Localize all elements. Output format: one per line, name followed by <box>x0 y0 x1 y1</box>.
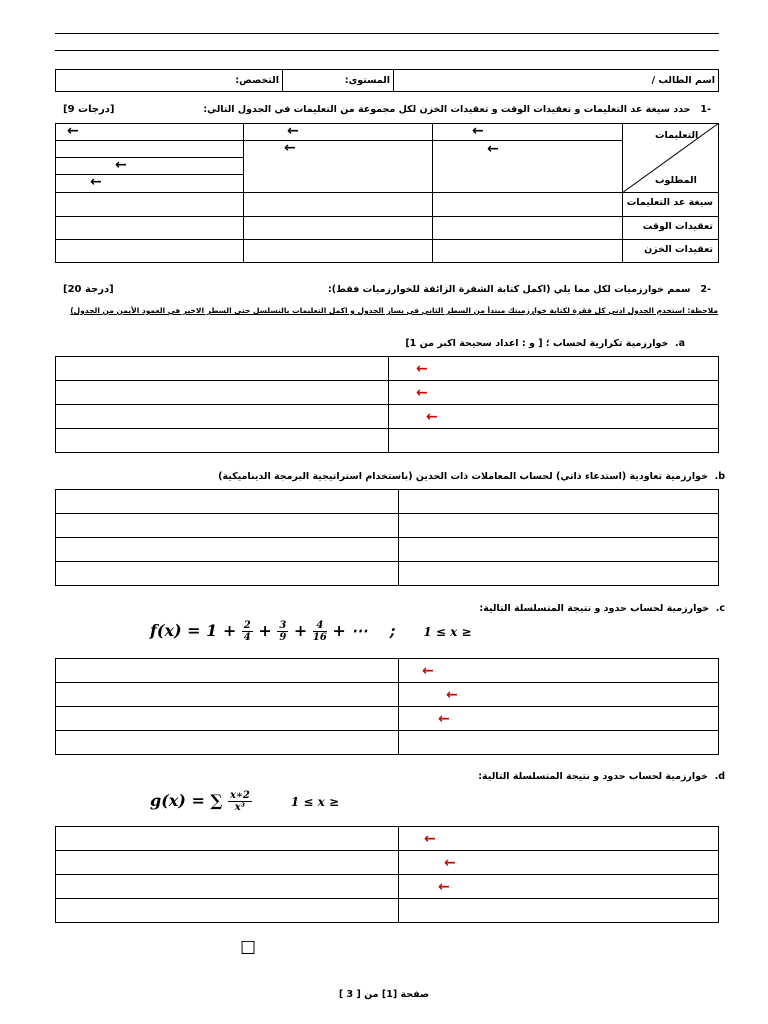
qd-formula-lhs: g(x) = ∑ <box>150 791 223 810</box>
qd-range: 1 ≤ x ≥ <box>290 795 340 809</box>
qc-formula <box>150 620 472 643</box>
qd-formula <box>150 790 339 813</box>
qa-cell[interactable] <box>389 405 719 429</box>
qc-table <box>55 658 719 755</box>
qc-fraction-1-den: 4 <box>243 632 251 643</box>
arrow-icon: ← <box>67 123 79 139</box>
qc-prompt: خوارزمية لحساب حدود و نتيجة المتسلسلة التالية: <box>479 603 710 614</box>
qb-text <box>165 471 725 482</box>
qd-cell[interactable] <box>399 875 719 899</box>
qc-fraction-2-den: 9 <box>279 632 287 643</box>
qc-fraction-3 <box>313 620 327 643</box>
qc-cell[interactable] <box>399 731 719 755</box>
qc-semicolon: ; <box>389 621 396 640</box>
top-rule-2 <box>55 50 719 51</box>
arrow-icon: ← <box>472 123 484 139</box>
qa-text <box>265 338 685 349</box>
q2-marks: [20 درجة] <box>63 284 114 295</box>
qd-cell[interactable] <box>399 851 719 875</box>
arrow-icon: ← <box>422 662 434 679</box>
qb-cell[interactable] <box>56 514 399 538</box>
qb-cell[interactable] <box>56 562 399 586</box>
qc-plus: + <box>293 621 308 640</box>
qb-cell[interactable] <box>399 490 719 514</box>
qc-cell[interactable] <box>56 659 399 683</box>
qa-letter: a. <box>674 338 685 349</box>
q1-marks: [9 درجات] <box>63 104 115 115</box>
qb-cell[interactable] <box>399 514 719 538</box>
arrow-icon: ← <box>416 384 428 401</box>
qb-cell[interactable] <box>56 490 399 514</box>
qc-cell[interactable] <box>56 731 399 755</box>
qc-fraction-1 <box>242 620 253 643</box>
student-info-table <box>55 69 719 92</box>
qb-letter: b. <box>714 471 725 482</box>
q2-text <box>211 284 711 295</box>
qc-cell[interactable] <box>399 683 719 707</box>
q2-prompt: سمم خوارزميات لكل مما يلي (اكمل كتابة الشفرة الزائفة للخوارزميات فقط): <box>327 284 691 295</box>
arrow-icon: ← <box>284 140 296 156</box>
arrow-icon: ← <box>438 710 450 727</box>
qd-cell[interactable] <box>56 875 399 899</box>
q1-table <box>55 123 719 263</box>
qc-formula-lhs: f(x) = 1 + <box>150 621 237 640</box>
arrow-icon: ← <box>424 830 436 847</box>
q1-prompt: حدد سيغة عد التعليمات و تعقيدات الوقت و تعقيدات الخزن لكل مجموعة من التعليمات في الجدول التالي: <box>203 104 691 115</box>
qd-text <box>425 771 725 782</box>
arrow-icon: ← <box>438 878 450 895</box>
qd-letter: d. <box>714 771 725 782</box>
arrow-icon: ← <box>446 686 458 703</box>
qb-cell[interactable] <box>399 538 719 562</box>
q2-note: ملاحظة: استخدم الجدول ادني كل فقرة لكتابة خوارزميتك مبتدأ من السطر الثاني في يسار الجدول و اكمل التعليمات بالتسلسل حتى السطر الاخير في العمود الأيمن من الجدول) <box>70 306 718 315</box>
qa-cell[interactable] <box>389 357 719 381</box>
qd-cell[interactable] <box>56 851 399 875</box>
qa-prompt: خوارزمية تكرارية لحساب ؛ [ و : اعداد سحيحة اكبر من 1] <box>405 338 669 349</box>
qc-text <box>425 603 725 614</box>
page-footer: صفحة [1] من [ 3 ] <box>338 989 430 1000</box>
student-name-label: اسم الطالب / <box>651 75 715 86</box>
q1-text <box>151 104 711 115</box>
qd-cell[interactable] <box>56 899 399 923</box>
student-name-cell[interactable] <box>394 70 719 92</box>
qd-fraction-num: x∗2 <box>230 790 250 801</box>
qc-cell[interactable] <box>56 683 399 707</box>
qc-range: 1 ≤ x ≥ <box>423 625 472 639</box>
level-cell <box>283 70 394 92</box>
qa-cell[interactable] <box>56 405 389 429</box>
qa-cell[interactable] <box>56 429 389 453</box>
arrow-icon: ← <box>487 141 499 157</box>
qd-table <box>55 826 719 923</box>
qd-cell[interactable] <box>399 827 719 851</box>
arrow-icon: ← <box>90 174 102 190</box>
q1-row-count-label: سيغة عد التعليمات <box>626 197 713 208</box>
q2-number: -2 <box>700 284 711 295</box>
top-rule-1 <box>55 33 719 34</box>
qa-cell[interactable] <box>389 381 719 405</box>
checkbox-icon[interactable]: ☐ <box>240 938 257 959</box>
qc-cell[interactable] <box>399 659 719 683</box>
qa-cell[interactable] <box>56 381 389 405</box>
qb-cell[interactable] <box>56 538 399 562</box>
arrow-icon: ← <box>444 854 456 871</box>
qa-cell[interactable] <box>389 429 719 453</box>
arrow-icon: ← <box>416 360 428 377</box>
q1-number: -1 <box>700 104 711 115</box>
q1-diag-top: التعليمات <box>655 130 699 141</box>
qc-fraction-2-num: 3 <box>279 620 287 631</box>
arrow-icon: ← <box>115 157 127 173</box>
qc-cell[interactable] <box>56 707 399 731</box>
qd-cell[interactable] <box>56 827 399 851</box>
qa-table <box>55 356 719 453</box>
arrow-icon: ← <box>426 408 438 425</box>
major-cell <box>56 70 283 92</box>
qc-fraction-1-num: 2 <box>243 620 251 631</box>
qd-fraction <box>228 790 252 813</box>
q1-diag-bottom: المطلوب <box>655 175 697 186</box>
q1-row-time-label: تعقيدات الوقت <box>642 221 713 232</box>
qc-fraction-3-den: 16 <box>312 632 327 643</box>
qc-dots: + ⋯ <box>332 621 368 640</box>
qb-cell[interactable] <box>399 562 719 586</box>
level-label: المستوى: <box>344 75 390 86</box>
qc-plus: + <box>258 621 272 640</box>
qc-cell[interactable] <box>399 707 719 731</box>
qc-fraction-3-num: 4 <box>313 620 327 632</box>
qd-prompt: خوارزمية لحساب حدود و نتيجة المتسلسلة التالية: <box>478 771 708 782</box>
major-label: التخصص: <box>235 75 279 86</box>
qc-fraction-2 <box>277 620 288 643</box>
qd-fraction-den: x³ <box>234 802 246 813</box>
q1-row-space-label: تعقيدات الخزن <box>644 244 713 255</box>
qb-prompt: خوارزمية تعاودية (استدعاء ذاتي) لحساب المعاملات ذات الحدين (باستخدام استراتيجية البرمجة الديناميكية) <box>218 471 708 482</box>
qa-cell[interactable] <box>56 357 389 381</box>
qd-cell[interactable] <box>399 899 719 923</box>
qb-table <box>55 489 719 586</box>
arrow-icon: ← <box>287 123 299 139</box>
qc-letter: c. <box>715 603 725 614</box>
